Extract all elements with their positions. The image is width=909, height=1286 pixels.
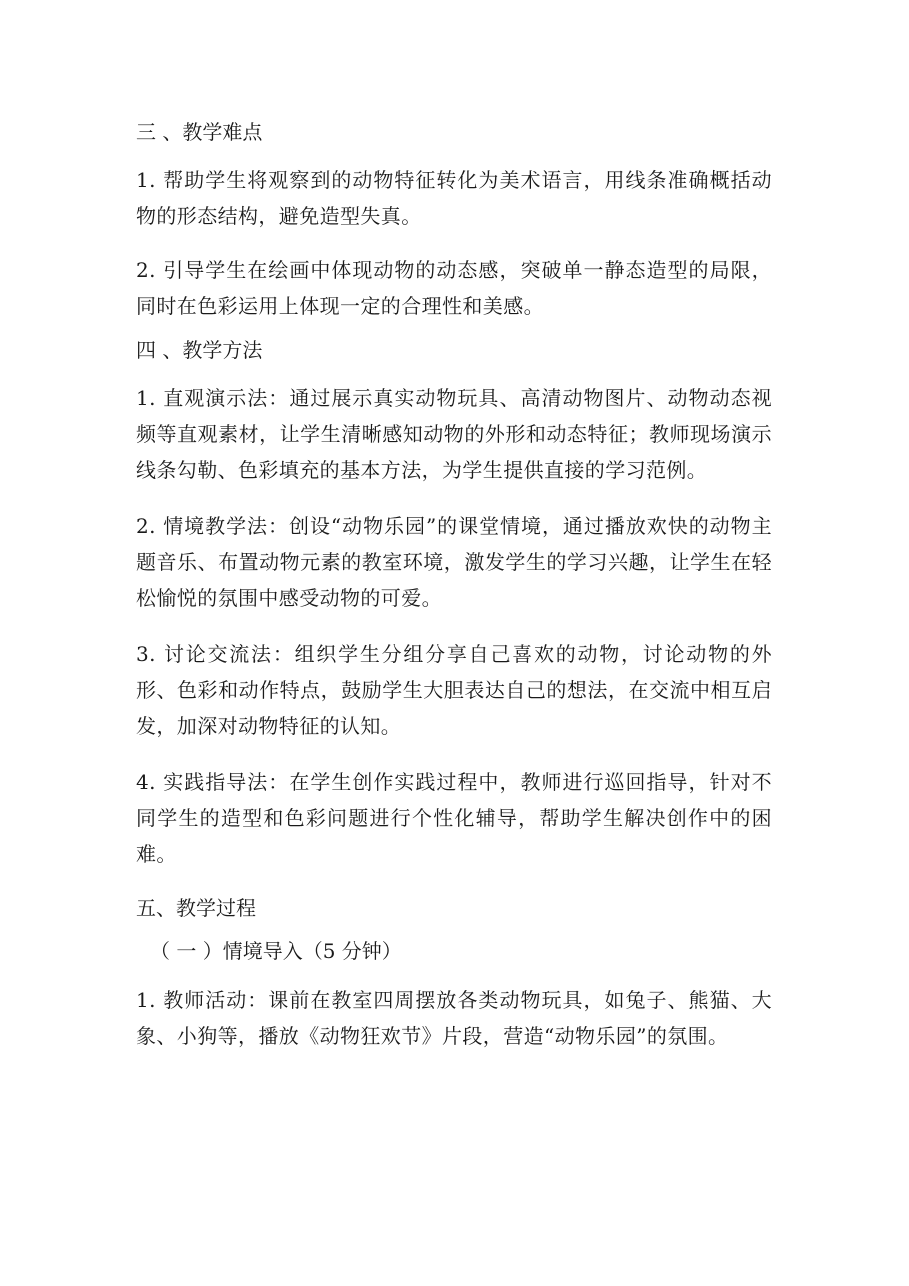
section-heading-teaching-process: 五、教学过程	[136, 896, 256, 920]
process-paragraph-1: 1. 教师活动：课前在教室四周摆放各类动物玩具，如兔子、熊猫、大象、小狗等，播放《动物狂欢节》片段，营造“动物乐园”的氛围。	[136, 988, 772, 1048]
method-paragraph-3: 3. 讨论交流法：组织学生分组分享自己喜欢的动物，讨论动物的外形、色彩和动作特点，鼓励学生大胆表达自己的想法，在交流中相互启发，加深对动物特征的认知。	[136, 642, 772, 738]
section-heading-teaching-difficulties: 三 、教学难点	[136, 120, 263, 144]
section-heading-teaching-methods: 四 、教学方法	[136, 338, 263, 362]
difficulty-paragraph-2: 2. 引导学生在绘画中体现动物的动态感，突破单一静态造型的局限，同时在色彩运用上体现一定的合理性和美感。	[136, 258, 772, 318]
method-paragraph-1: 1. 直观演示法：通过展示真实动物玩具、高清动物图片、动物动态视频等直观素材，让学生清晰感知动物的外形和动态特征；教师现场演示线条勾勒、色彩填充的基本方法，为学生提供直接的学习范例。	[136, 386, 772, 482]
method-paragraph-4: 4. 实践指导法：在学生创作实践过程中，教师进行巡回指导，针对不同学生的造型和色彩问题进行个性化辅导，帮助学生解决创作中的困难。	[136, 770, 772, 866]
method-paragraph-2: 2. 情境教学法：创设“动物乐园”的课堂情境，通过播放欢快的动物主题音乐、布置动物元素的教室环境，激发学生的学习兴趣，让学生在轻松愉悦的氛围中感受动物的可爱。	[136, 514, 772, 610]
subsection-heading-scenario-intro: （ 一 ）情境导入（5 分钟）	[150, 939, 402, 963]
difficulty-paragraph-1: 1. 帮助学生将观察到的动物特征转化为美术语言，用线条准确概括动物的形态结构，避免造型失真。	[136, 168, 772, 228]
